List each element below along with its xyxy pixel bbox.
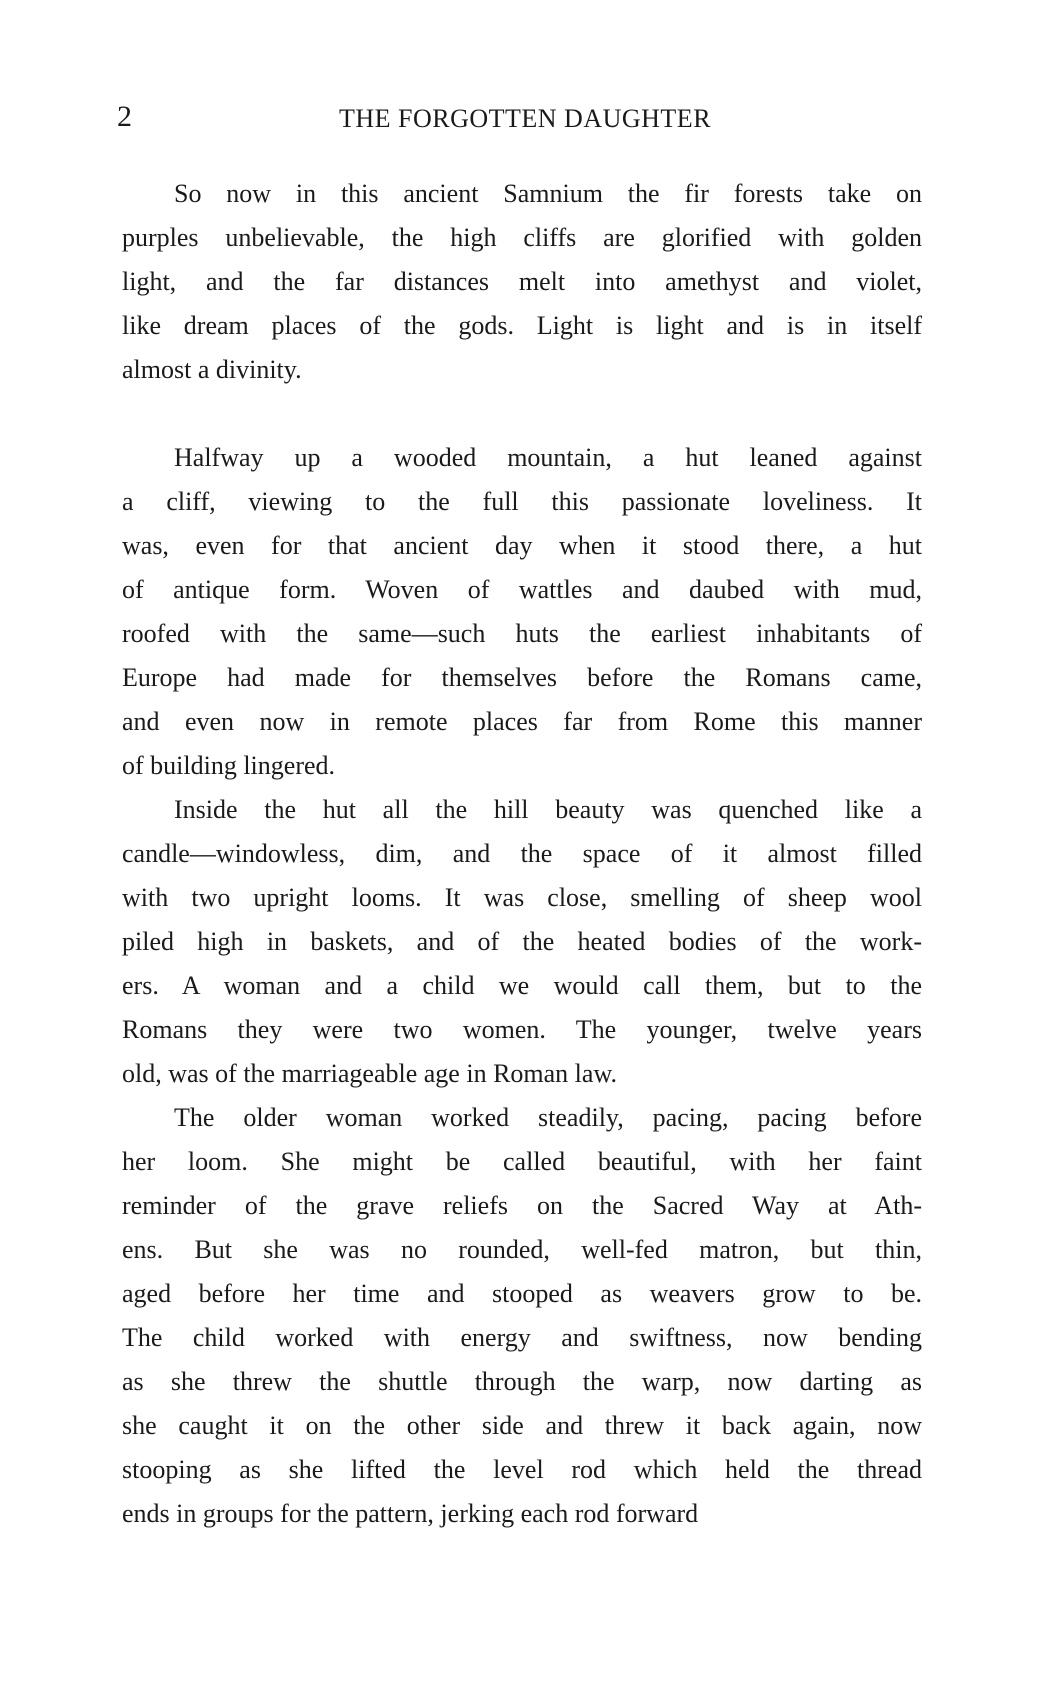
text-line: as she threw the shuttle through the warp, now darting as bbox=[122, 1367, 922, 1396]
text-line: roofed with the same—such huts the earliest inhabitants of bbox=[122, 619, 922, 648]
text-line: like dream places of the gods. Light is light and is in itself bbox=[122, 311, 922, 340]
text-line: stooping as she lifted the level rod which held the thread bbox=[122, 1455, 922, 1484]
text-line: reminder of the grave reliefs on the Sacred Way at Ath- bbox=[122, 1191, 922, 1220]
text-line: aged before her time and stooped as weavers grow to be. bbox=[122, 1279, 922, 1308]
text-line: Romans they were two women. The younger, twelve years bbox=[122, 1015, 922, 1044]
paragraph bbox=[122, 172, 922, 392]
text-line: she caught it on the other side and threw it back again, now bbox=[122, 1411, 922, 1440]
paragraph bbox=[122, 788, 922, 1096]
text-line: ens. But she was no rounded, well-fed matron, but thin, bbox=[122, 1235, 922, 1264]
text-line: old, was of the marriageable age in Roman law. bbox=[122, 1059, 618, 1088]
text-line: Inside the hut all the hill beauty was quenched like a bbox=[174, 795, 922, 824]
running-title: THE FORGOTTEN DAUGHTER bbox=[338, 104, 712, 133]
text-line: ends in groups for the pattern, jerking each rod forward bbox=[122, 1499, 699, 1528]
text-line: of building lingered. bbox=[122, 751, 336, 780]
text-line: Europe had made for themselves before the Romans came, bbox=[122, 663, 922, 692]
text-line: and even now in remote places far from Rome this manner bbox=[122, 707, 922, 736]
text-line: candle—windowless, dim, and the space of it almost filled bbox=[122, 839, 922, 868]
text-line: The child worked with energy and swiftness, now bending bbox=[122, 1323, 922, 1352]
text-block bbox=[122, 172, 922, 1536]
text-line: Halfway up a wooded mountain, a hut leaned against bbox=[174, 443, 922, 472]
text-line: So now in this ancient Samnium the fir forests take on bbox=[174, 179, 922, 208]
text-line: was, even for that ancient day when it stood there, a hut bbox=[122, 531, 922, 560]
text-line: light, and the far distances melt into amethyst and violet, bbox=[122, 267, 922, 296]
text-line: with two upright looms. It was close, smelling of sheep wool bbox=[122, 883, 922, 912]
scene-break bbox=[122, 392, 922, 436]
text-line: The older woman worked steadily, pacing, pacing before bbox=[174, 1103, 922, 1132]
page-number: 2 bbox=[117, 100, 132, 133]
paragraph bbox=[122, 436, 922, 788]
paragraph bbox=[122, 1096, 922, 1536]
text-line: purples unbelievable, the high cliffs are glorified with golden bbox=[122, 223, 922, 252]
text-line: her loom. She might be called beautiful, with her faint bbox=[122, 1147, 922, 1176]
text-line: a cliff, viewing to the full this passionate loveliness. It bbox=[122, 487, 922, 516]
text-line: of antique form. Woven of wattles and daubed with mud, bbox=[122, 575, 922, 604]
text-line: ers. A woman and a child we would call them, but to the bbox=[122, 971, 922, 1000]
text-line: piled high in baskets, and of the heated bodies of the work- bbox=[122, 927, 922, 956]
text-line: almost a divinity. bbox=[122, 355, 302, 384]
